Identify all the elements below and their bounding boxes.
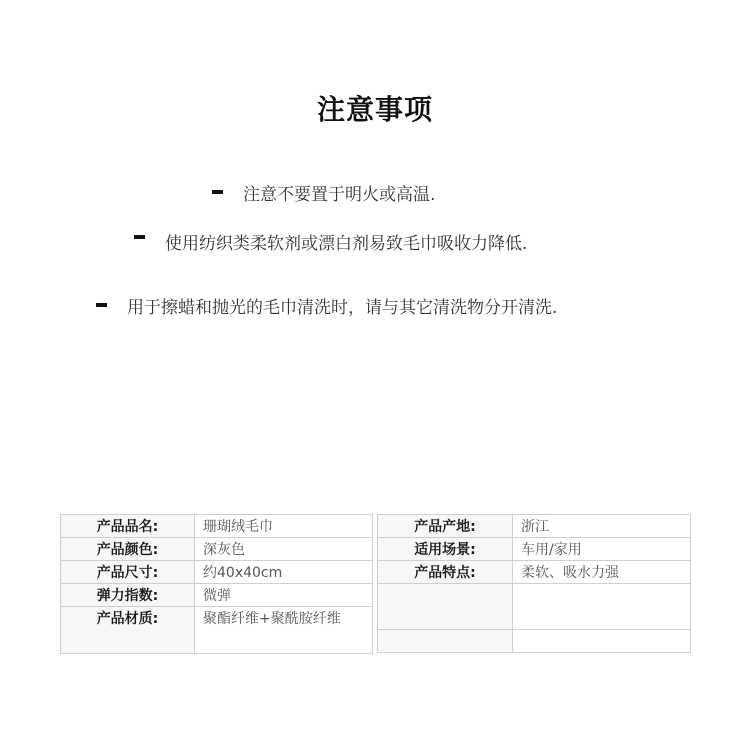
dash-bullet-icon — [212, 190, 223, 194]
spec-table-left — [60, 514, 373, 654]
spec-value: 珊瑚绒毛巾 — [195, 515, 373, 538]
spec-label: 弹力指数: — [61, 584, 195, 607]
spec-label: 产品颜色: — [61, 538, 195, 561]
spec-row — [61, 607, 373, 654]
spec-row-filler — [378, 630, 691, 653]
spec-table-right — [377, 514, 691, 653]
spec-label: 产品产地: — [378, 515, 513, 538]
spec-value: 约40x40cm — [195, 561, 373, 584]
spec-value: 车用/家用 — [513, 538, 691, 561]
spec-row — [378, 584, 691, 630]
spec-row — [61, 538, 373, 561]
spec-value: 微弹 — [195, 584, 373, 607]
spec-row — [61, 584, 373, 607]
spec-row — [61, 515, 373, 538]
spec-row — [378, 538, 691, 561]
note-item — [134, 229, 527, 253]
spec-value: 柔软、吸水力强 — [513, 561, 691, 584]
spec-value-empty — [513, 630, 691, 653]
spec-label — [378, 584, 513, 630]
spec-label: 产品品名: — [61, 515, 195, 538]
dash-bullet-icon — [134, 235, 145, 239]
dash-bullet-icon — [96, 303, 107, 307]
spec-row — [378, 515, 691, 538]
spec-label: 产品尺寸: — [61, 561, 195, 584]
note-text: 用于擦蜡和抛光的毛巾清洗时，请与其它清洗物分开清洗. — [127, 297, 558, 318]
spec-label: 产品材质: — [61, 607, 195, 654]
note-item — [96, 293, 557, 317]
spec-label: 适用场景: — [378, 538, 513, 561]
spec-value: 深灰色 — [195, 538, 373, 561]
spec-row — [378, 561, 691, 584]
spec-value: 浙江 — [513, 515, 691, 538]
page-title: 注意事项 — [316, 93, 433, 126]
note-text: 注意不要置于明火或高温. — [243, 184, 436, 205]
spec-label: 产品特点: — [378, 561, 513, 584]
spec-label-empty — [378, 630, 513, 653]
note-item — [212, 180, 435, 204]
spec-value — [513, 584, 691, 630]
spec-row — [61, 561, 373, 584]
spec-value: 聚酯纤维+聚酰胺纤维 — [195, 607, 373, 654]
note-text: 使用纺织类柔软剂或漂白剂易致毛巾吸收力降低. — [165, 233, 528, 254]
